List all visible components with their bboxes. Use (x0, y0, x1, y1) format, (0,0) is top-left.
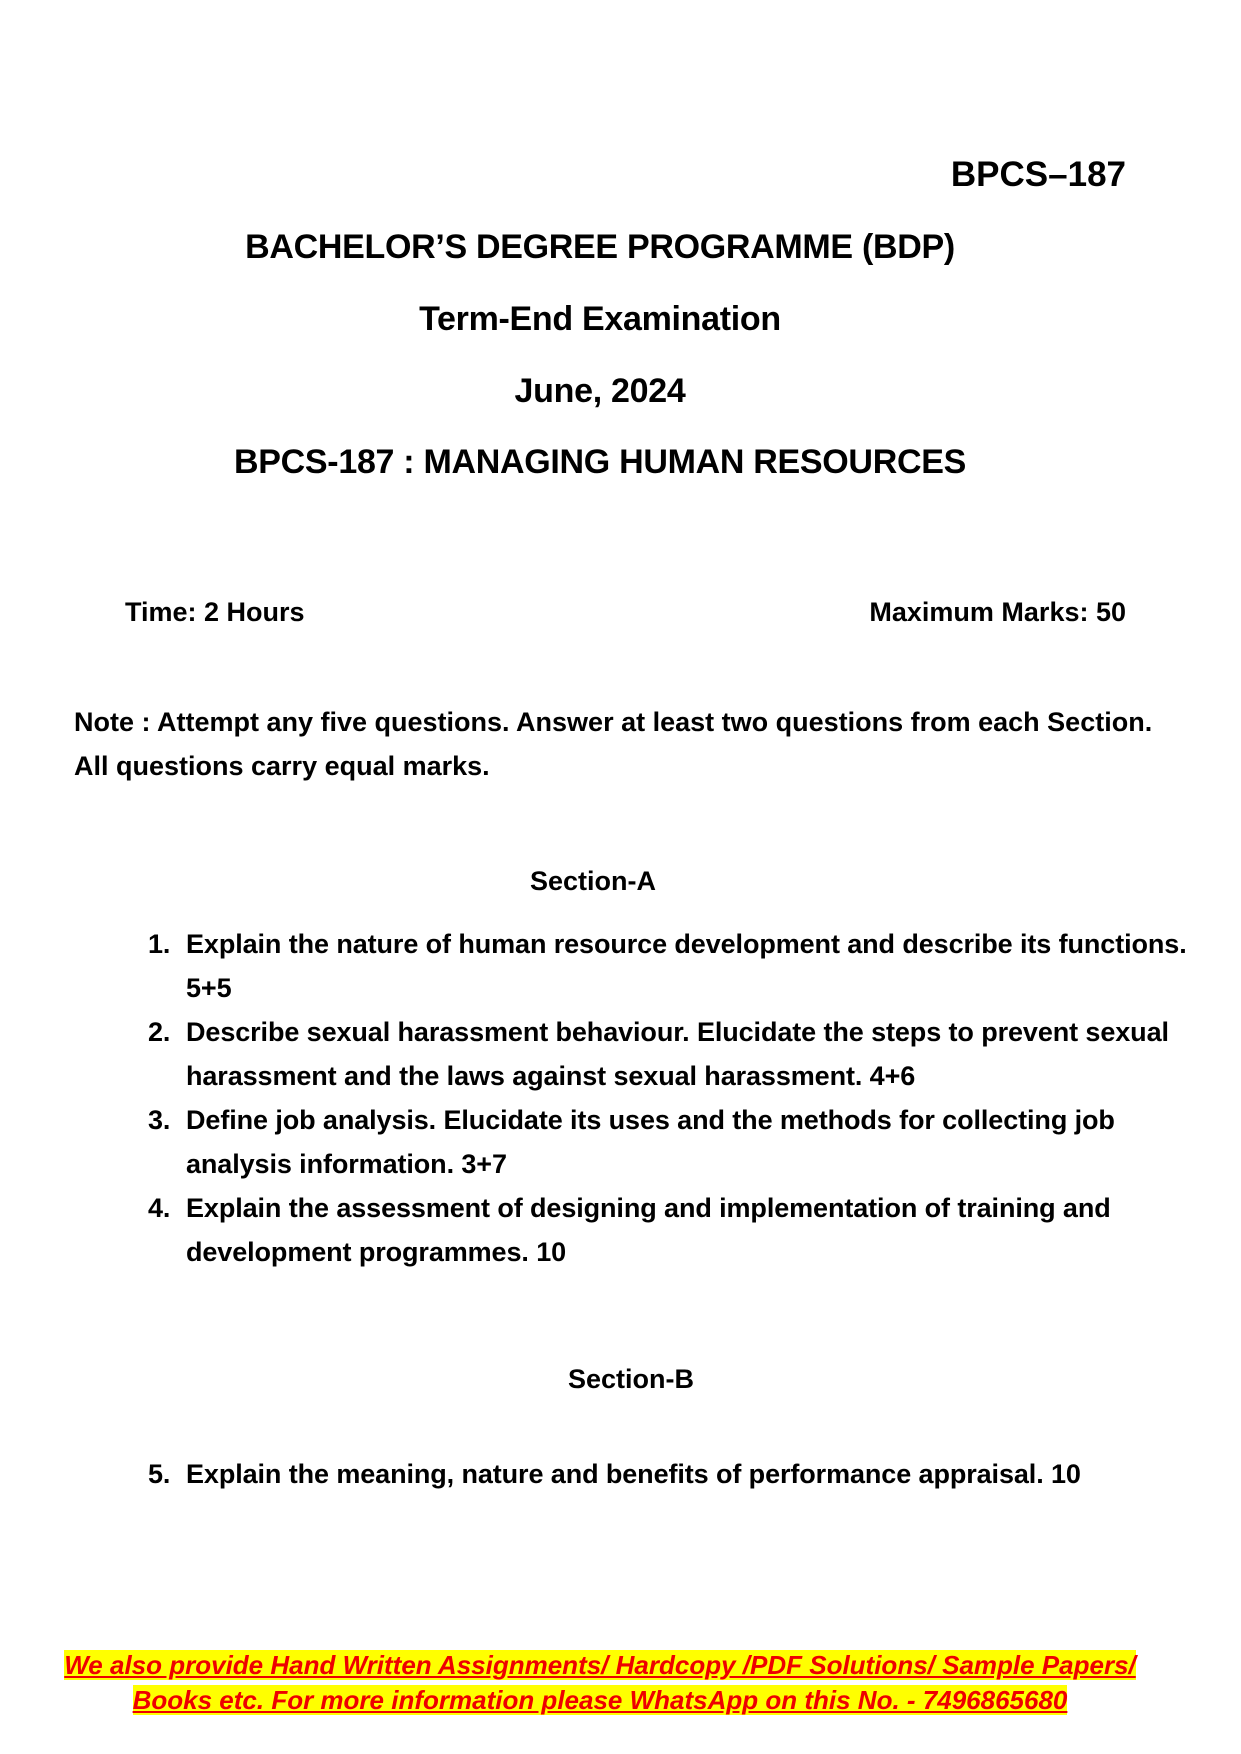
maximum-marks: Maximum Marks: 50 (869, 597, 1126, 627)
question-number: 3. (148, 1105, 171, 1135)
time-allowed: Time: 2 Hours (125, 597, 305, 627)
promo-footer (0, 1648, 1200, 1718)
question-text: Describe sexual harassment behaviour. Elucidate the steps to prevent sexual harassment and the laws against sexual harassment. 4+6 (186, 1017, 1169, 1091)
question-item (148, 922, 1198, 1010)
section-b-heading: Section-B (568, 1364, 695, 1394)
programme-title: BACHELOR’S DEGREE PROGRAMME (BDP) (245, 228, 955, 266)
instructions-note: Note : Attempt any five questions. Answer at least two questions from each Section. All questions carry equal marks. (74, 707, 1153, 781)
question-number: 1. (148, 929, 171, 959)
section-b-questions (148, 1452, 1198, 1496)
question-text: Explain the assessment of designing and implementation of training and development programmes. 10 (186, 1193, 1111, 1267)
paper-code: BPCS–187 (950, 155, 1126, 194)
promo-line-2: Books etc. For more information please WhatsApp on this No. - 7496865680 (132, 1685, 1068, 1715)
question-text: Explain the meaning, nature and benefits of performance appraisal. 10 (186, 1459, 1081, 1489)
promo-line-1: We also provide Hand Written Assignments/ Hardcopy /PDF Solutions/ Sample Papers/ (64, 1650, 1136, 1680)
question-item (148, 1098, 1198, 1186)
section-a-questions (148, 922, 1198, 1274)
question-number: 2. (148, 1017, 171, 1047)
exam-session: June, 2024 (514, 372, 686, 410)
section-a-heading: Section-A (530, 866, 657, 896)
question-item (148, 1452, 1198, 1496)
question-item (148, 1186, 1198, 1274)
course-title: BPCS-187 : MANAGING HUMAN RESOURCES (234, 443, 966, 481)
question-item (148, 1010, 1198, 1098)
question-text: Explain the nature of human resource development and describe its functions. 5+5 (186, 929, 1187, 1003)
exam-title: Term-End Examination (419, 300, 781, 338)
question-number: 5. (148, 1459, 171, 1489)
question-text: Define job analysis. Elucidate its uses and the methods for collecting job analysis information. 3+7 (186, 1105, 1115, 1179)
question-number: 4. (148, 1193, 171, 1223)
